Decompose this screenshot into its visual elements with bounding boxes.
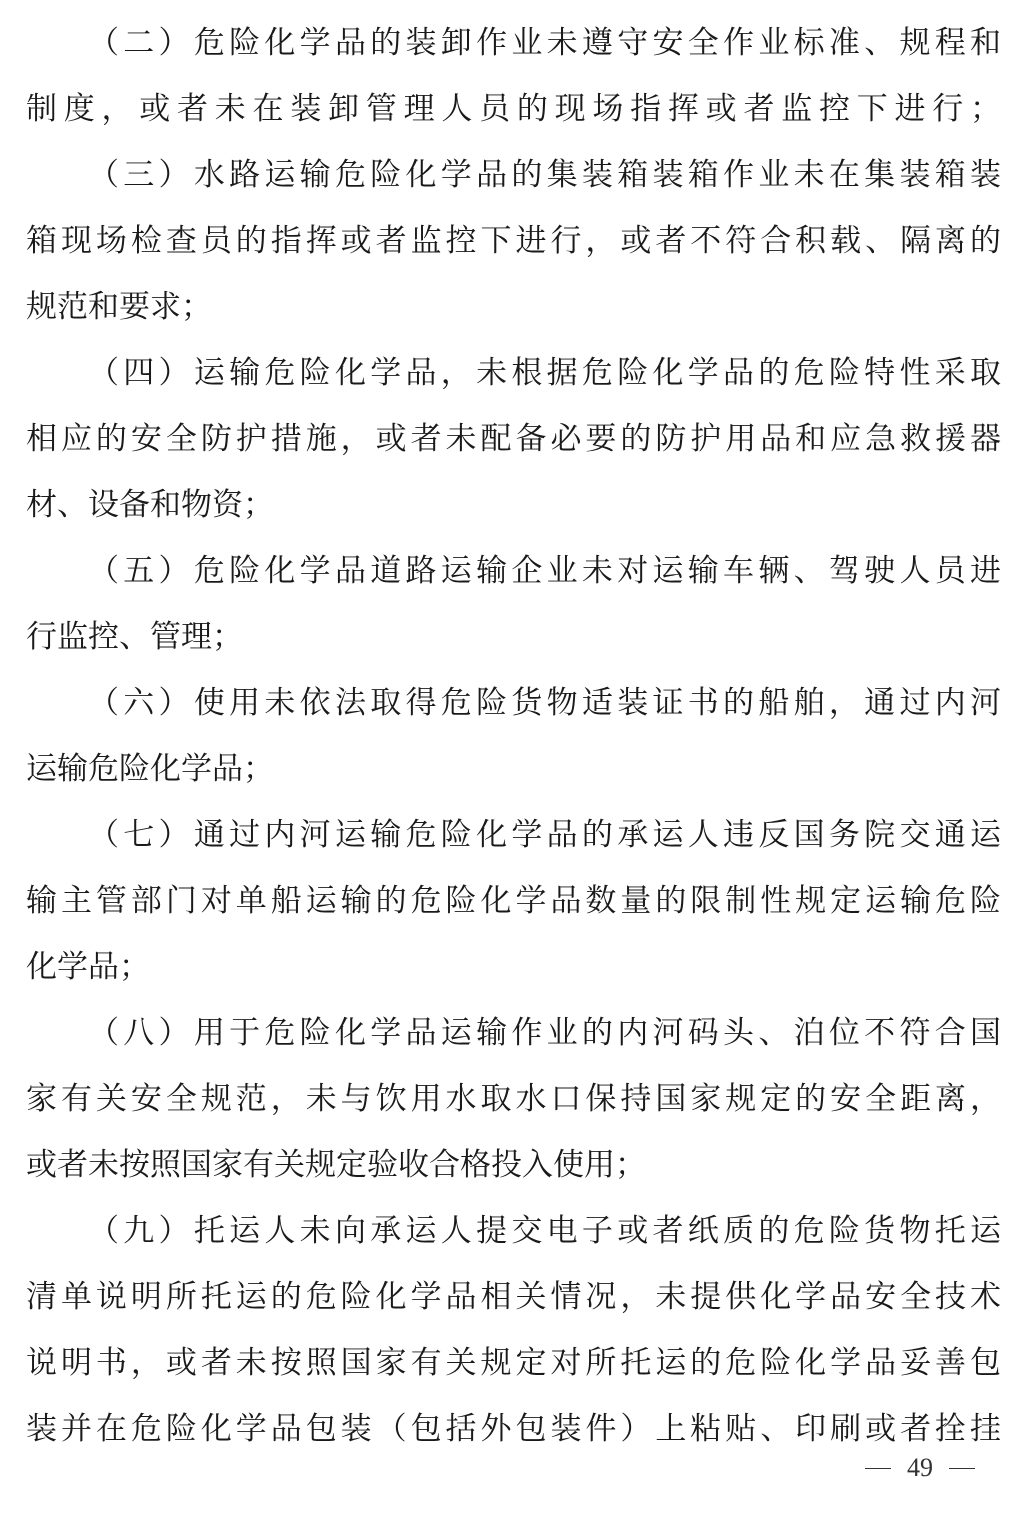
paragraph-line: 运输危险化学品； <box>26 751 274 787</box>
paragraph-line: 相应的安全防护措施，或者未配备必要的防护用品和应急救援器 <box>26 421 1001 457</box>
paragraph-line: 规范和要求； <box>26 289 212 325</box>
paragraph-line: 制度，或者未在装卸管理人员的现场指挥或者监控下进行； <box>26 91 1001 127</box>
paragraph-line: 行监控、管理； <box>26 619 243 655</box>
footer-dash-left <box>865 1468 891 1469</box>
paragraph-line: 家有关安全规范，未与饮用水取水口保持国家规定的安全距离， <box>26 1081 1001 1117</box>
paragraph-line: （三）水路运输危险化学品的集装箱装箱作业未在集装箱装 <box>88 157 1001 193</box>
paragraph-line: 或者未按照国家有关规定验收合格投入使用； <box>26 1147 646 1183</box>
paragraph-line: （二）危险化学品的装卸作业未遵守安全作业标准、规程和 <box>88 25 1001 61</box>
page-number: 49 <box>907 1453 933 1482</box>
paragraph-line: 材、设备和物资； <box>26 487 274 523</box>
page-footer <box>850 1448 990 1488</box>
paragraph-line: 清单说明所托运的危险化学品相关情况，未提供化学品安全技术 <box>26 1279 1001 1315</box>
paragraph-line: 说明书，或者未按照国家有关规定对所托运的危险化学品妥善包 <box>26 1345 1001 1381</box>
paragraph-line: （四）运输危险化学品，未根据危险化学品的危险特性采取 <box>88 355 1001 391</box>
paragraph-line: （八）用于危险化学品运输作业的内河码头、泊位不符合国 <box>88 1015 1001 1051</box>
paragraph-line: 装并在危险化学品包装（包括外包装件）上粘贴、印刷或者拴挂 <box>26 1411 1001 1447</box>
paragraph-line: 输主管部门对单船运输的危险化学品数量的限制性规定运输危险 <box>26 883 1001 919</box>
paragraph-line: （五）危险化学品道路运输企业未对运输车辆、驾驶人员进 <box>88 553 1001 589</box>
paragraph-line: （九）托运人未向承运人提交电子或者纸质的危险货物托运 <box>88 1213 1001 1249</box>
footer-dash-right <box>949 1468 975 1469</box>
paragraph-line: （七）通过内河运输危险化学品的承运人违反国务院交通运 <box>88 817 1001 853</box>
paragraph-line: （六）使用未依法取得危险货物适装证书的船舶，通过内河 <box>88 685 1001 721</box>
paragraph-line: 化学品； <box>26 949 150 985</box>
paragraph-line: 箱现场检查员的指挥或者监控下进行，或者不符合积载、隔离的 <box>26 223 1001 259</box>
